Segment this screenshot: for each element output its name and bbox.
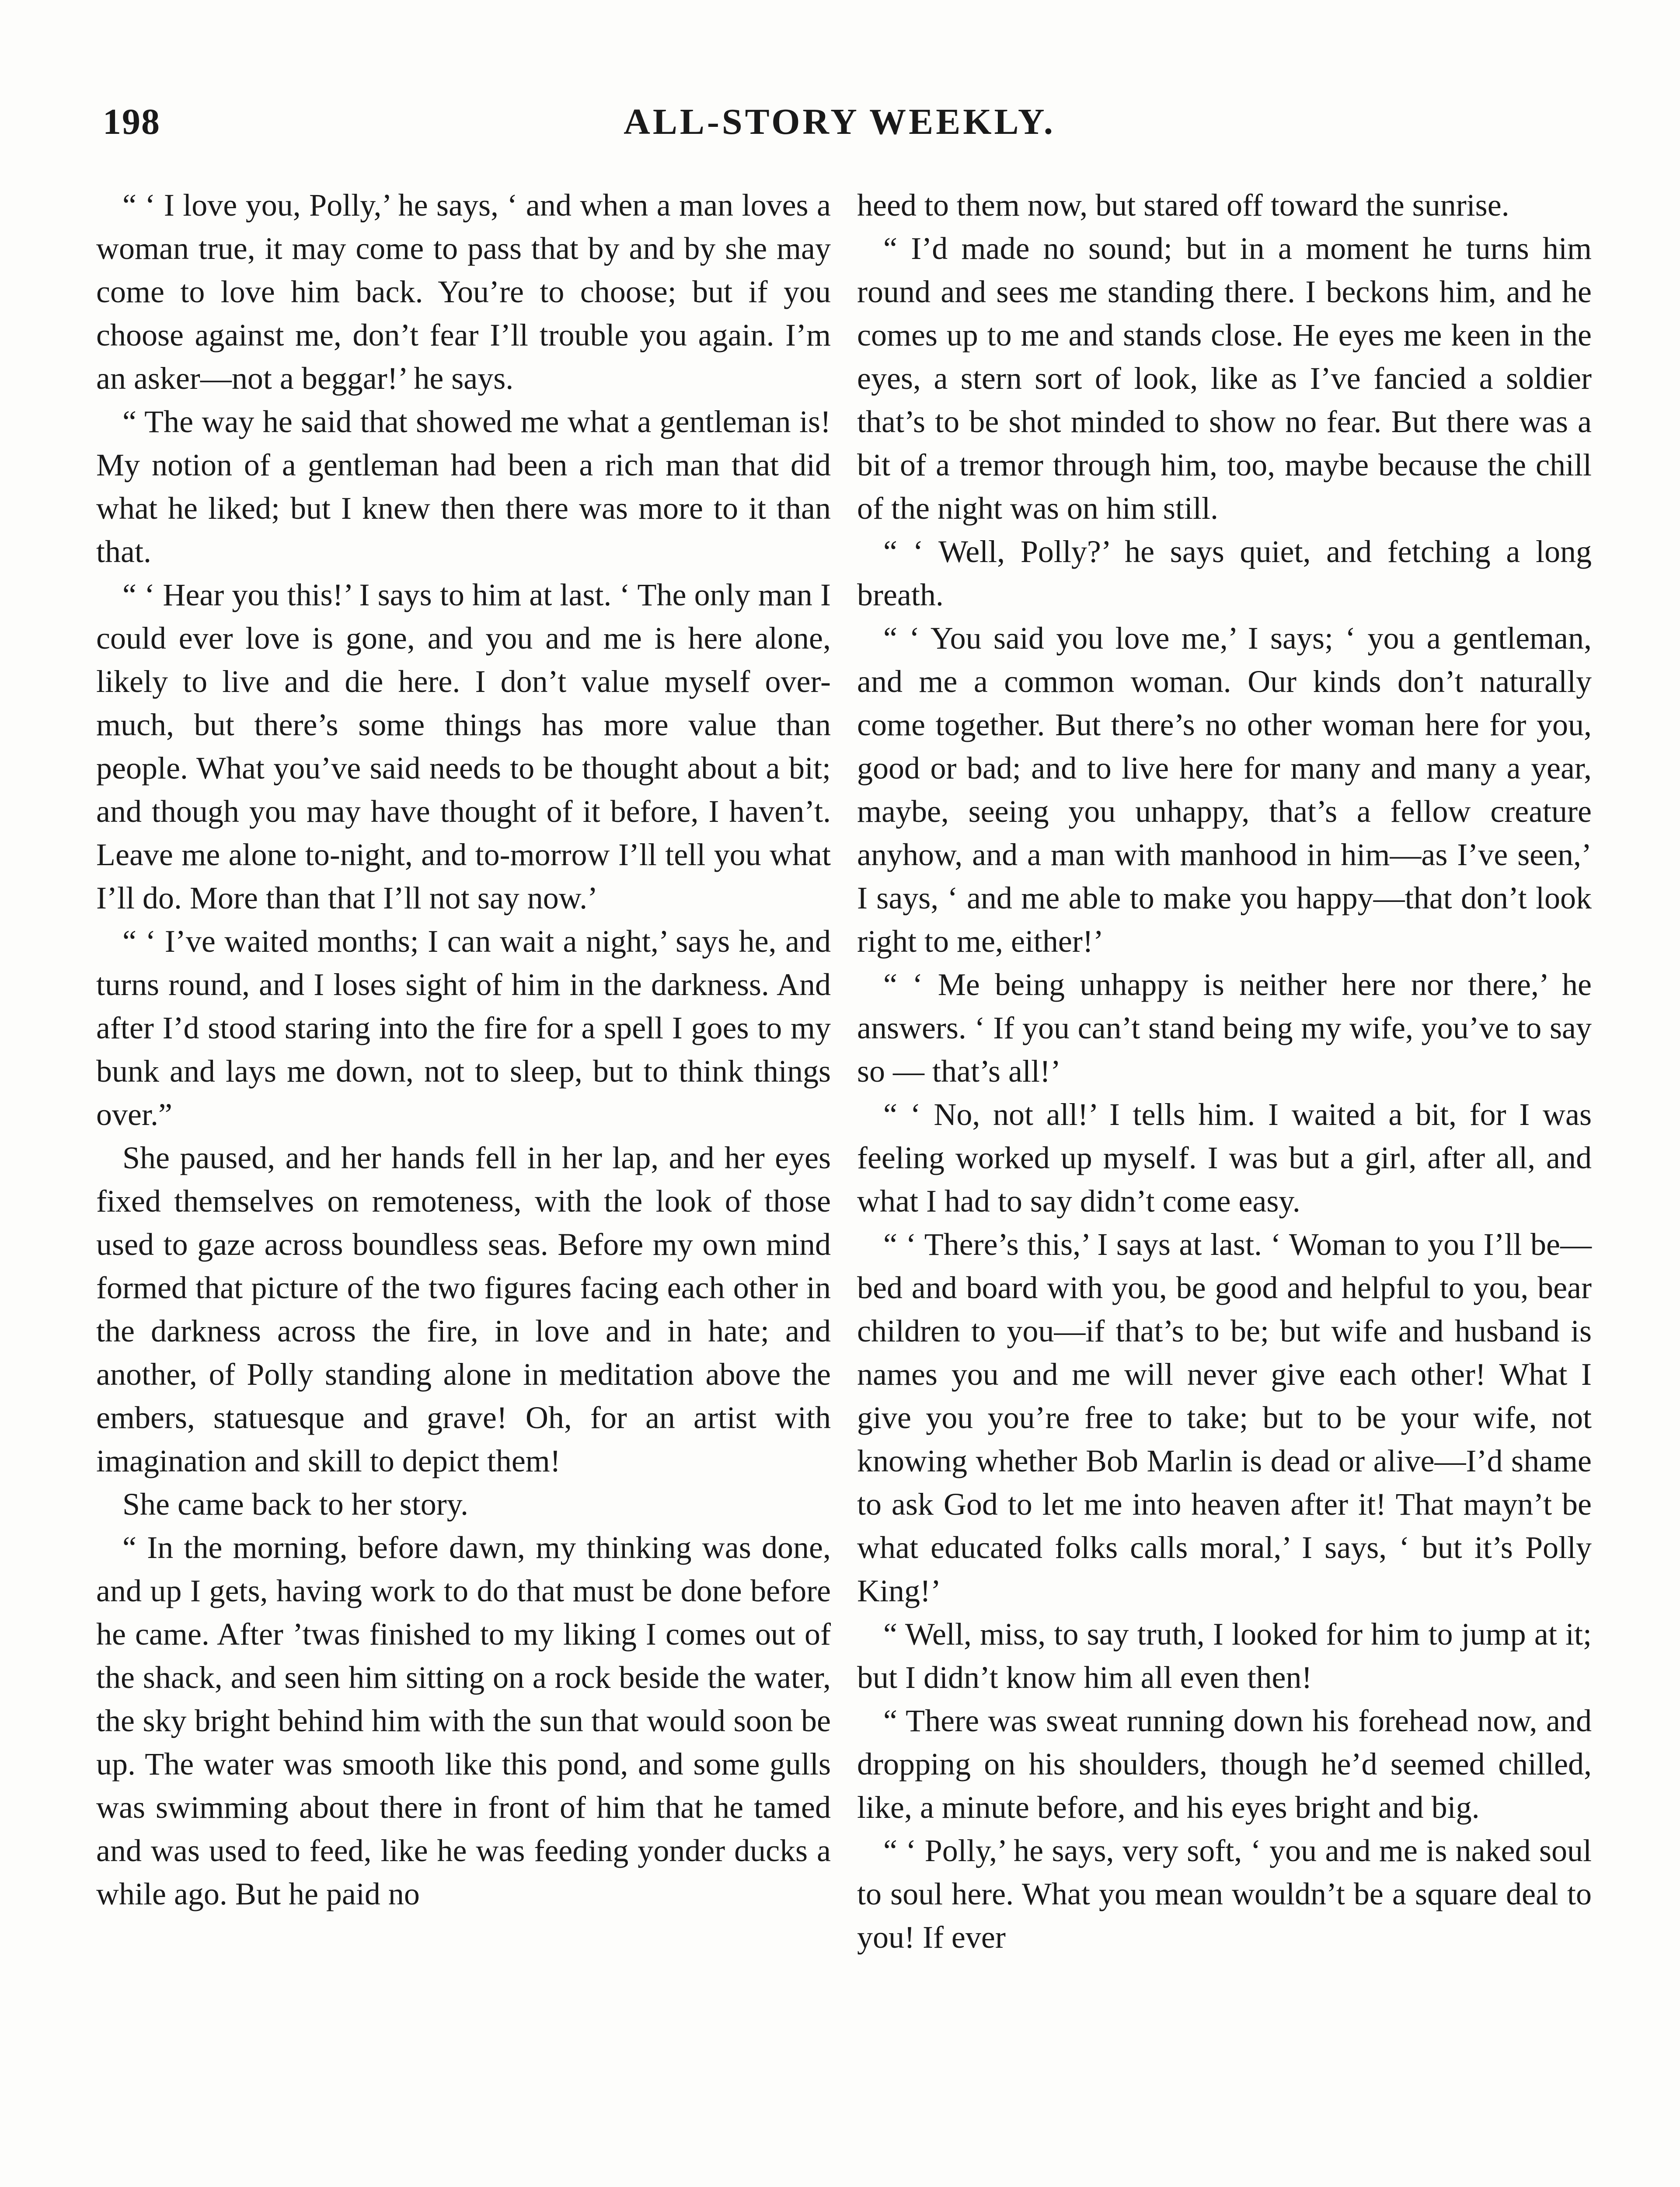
paragraph: “ ‘ I’ve waited months; I can wait a night,’ says he, and turns round, and I loses sight of him in the darkness. And after I’d stood staring into the fire for a spell I goes to my bunk and lays me down, not to sleep, but to think things over.” [96,924,831,1132]
paragraph: She came back to her story. [122,1487,469,1522]
paragraph: “ In the morning, before dawn, my thinking was done, and up I gets, having work to do that must be done before he came. After ’twas finished to my liking I comes out of the shack, and seen him sitting on a rock beside the water, the sky bright behind him with the sun that would soon be up. The water was smooth like this pond, and some gulls was swimming about there in front of him that he tamed and was used to feed, like he was feeding yonder ducks a while ago. But he paid no [96,1530,831,1911]
page-header [103,101,1576,153]
paragraph-continuation: heed to them now, but stared off toward the sunrise. [857,188,1509,223]
paragraph: “ ‘ Polly,’ he says, very soft, ‘ you and me is naked soul to soul here. What you mean wouldn’t be a square deal to you! If ever [857,1833,1592,1955]
page-number: 198 [103,101,160,142]
paragraph: “ ‘ There’s this,’ I says at last. ‘ Woman to you I’ll be—bed and board with you, be good and helpful to you, bear children to you—if that’s to be; but wife and husband is names you and me will never give each other! What I give you you’re free to take; but to be your wife, not knowing whether Bob Marlin is dead or alive—I’d shame to ask God to let me into heaven after it! That mayn’t be what educated folks calls moral,’ I says, ‘ but it’s Polly King!’ [857,1227,1592,1608]
right-column [857,184,1592,1959]
paragraph: “ ‘ Well, Polly?’ he says quiet, and fetching a long breath. [857,534,1592,612]
paragraph: “ Well, miss, to say truth, I looked for him to jump at it; but I didn’t know him all even then! [857,1617,1592,1695]
running-title: ALL-STORY WEEKLY. [624,101,1056,142]
paragraph: “ I’d made no sound; but in a moment he turns him round and sees me standing there. I beckons him, and he comes up to me and stands close. He eyes me keen in the eyes, a stern sort of look, like as I’ve fancied a soldier that’s to be shot minded to show no fear. But there was a bit of a tremor through him, too, maybe because the chill of the night was on him still. [857,231,1592,526]
paragraph: “ ‘ Hear you this!’ I says to him at last. ‘ The only man I could ever love is gone, and you and me is here alone, likely to live and die here. I don’t value myself over-much, but there’s some things has more value than people. What you’ve said needs to be thought about a bit; and though you may have thought of it before, I haven’t. Leave me alone to-night, and to-morrow I’ll tell you what I’ll do. More than that I’ll not say now.’ [96,577,831,915]
paragraph: “ There was sweat running down his forehead now, and dropping on his shoulders, though he’d seemed chilled, like, a minute before, and his eyes bright and big. [857,1703,1592,1825]
left-column [96,184,831,1916]
paragraph: “ ‘ No, not all!’ I tells him. I waited a bit, for I was feeling worked up myself. I was but a girl, after all, and what I had to say didn’t come easy. [857,1097,1592,1219]
paragraph: “ ‘ You said you love me,’ I says; ‘ you a gentleman, and me a common woman. Our kinds don’t naturally come together. But there’s no other woman here for you, good or bad; and to live here for many and many a year, maybe, seeing you unhappy, that’s a fellow creature anyhow, and a man with manhood in him—as I’ve seen,’ I says, ‘ and me able to make you happy—that don’t look right to me, either!’ [857,621,1592,959]
paragraph: “ ‘ I love you, Polly,’ he says, ‘ and when a man loves a woman true, it may come to pass that by and by she may come to love him back. You’re to choose; but if you choose against me, don’t fear I’ll trouble you again. I’m an asker—not a beggar!’ he says. [96,188,831,396]
paragraph: “ ‘ Me being unhappy is neither here nor there,’ he answers. ‘ If you can’t stand being my wife, you’ve to say so — that’s all!’ [857,967,1592,1089]
paragraph: “ The way he said that showed me what a gentleman is! My notion of a gentleman had been a rich man that did what he liked; but I knew then there was more to it than that. [96,404,831,569]
paragraph: She paused, and her hands fell in her lap, and her eyes fixed themselves on remoteness, with the look of those used to gaze across boundless seas. Before my own mind formed that picture of the two figures facing each other in the darkness across the fire, in love and in hate; and another, of Polly standing alone in meditation above the embers, statuesque and grave! Oh, for an artist with imagination and skill to depict them! [96,1140,831,1478]
